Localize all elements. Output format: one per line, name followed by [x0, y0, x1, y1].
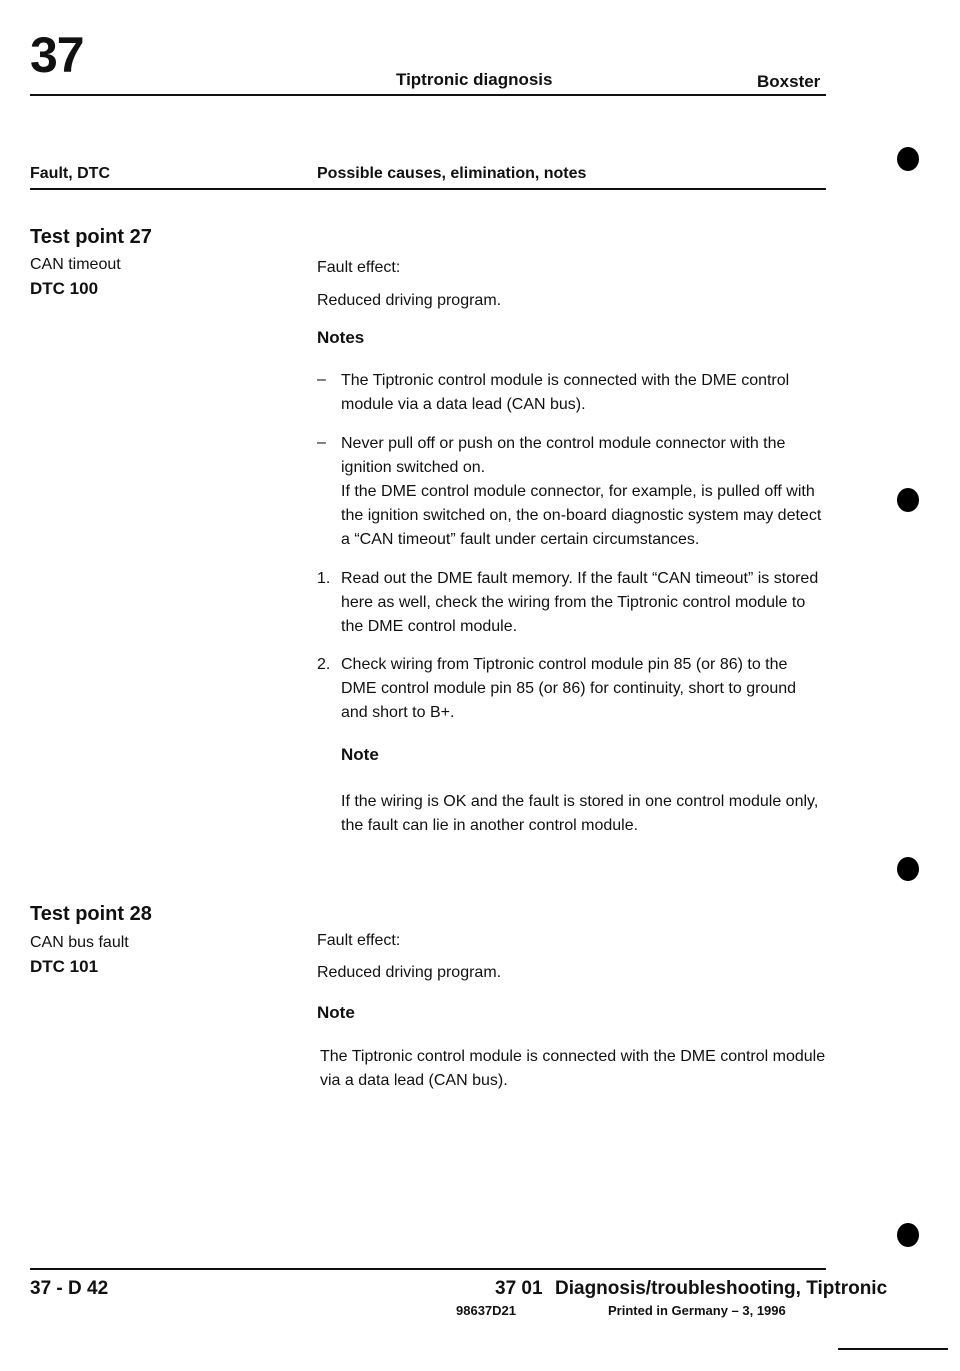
notes-heading: Notes	[317, 328, 365, 347]
footer-group-number: 37 01	[495, 1278, 543, 1299]
test-point-27-title: Test point 27	[30, 226, 152, 248]
header-model: Boxster	[757, 72, 821, 91]
note-text: If the wiring is OK and the fault is stored in one control module only, the fault can lie in another control module.	[341, 793, 819, 834]
binder-hole-mark	[897, 488, 919, 512]
footer-rule	[30, 1268, 826, 1270]
fault-effect-text: Reduced driving program.	[317, 292, 502, 309]
binder-hole-mark	[897, 857, 919, 881]
note-heading: Note	[317, 1003, 355, 1022]
dash-bullet: –	[317, 371, 326, 388]
step-1-number: 1.	[317, 570, 331, 587]
footer-short-rule	[838, 1348, 948, 1350]
column-heading-causes: Possible causes, elimination, notes	[317, 165, 587, 182]
fault-effect-label: Fault effect:	[317, 259, 401, 276]
step-2-text: Check wiring from Tiptronic control module pin 85 (or 86) to the DME control module pin 85 (or 86) for continuity, short to ground and short to B+.	[341, 656, 797, 721]
column-heading-fault: Fault, DTC	[30, 165, 110, 182]
page-number: 37 - D 42	[30, 1278, 109, 1299]
footer-document-code: 98637D21	[456, 1303, 516, 1318]
header-title: Tiptronic diagnosis	[396, 70, 553, 89]
header-rule	[30, 94, 826, 96]
test-point-28-fault: CAN bus fault	[30, 934, 129, 951]
chapter-number: 37	[30, 27, 84, 83]
note-bullet-2-detail: If the DME control module connector, for example, is pulled off with the ignition switched on, the on-board diagnostic system may detect a “CAN timeout” fault under certain circumstances.	[341, 483, 822, 548]
note-bullet-2: Never pull off or push on the control module connector with the ignition switched on.	[341, 435, 786, 476]
test-point-27-dtc: DTC 100	[30, 279, 99, 298]
test-point-28-title: Test point 28	[30, 903, 152, 925]
binder-hole-mark	[897, 147, 919, 171]
note-text: The Tiptronic control module is connected with the DME control module via a data lead (CAN bus).	[320, 1048, 826, 1089]
footer-print-info: Printed in Germany – 3, 1996	[608, 1303, 786, 1318]
footer-section-title: Diagnosis/troubleshooting, Tiptronic	[555, 1278, 888, 1299]
column-rule	[30, 188, 826, 190]
note-heading: Note	[341, 745, 379, 764]
fault-effect-label: Fault effect:	[317, 932, 401, 949]
fault-effect-text: Reduced driving program.	[317, 964, 502, 981]
test-point-28-dtc: DTC 101	[30, 957, 99, 976]
note-bullet-1: The Tiptronic control module is connected with the DME control module via a data lead (CAN bus).	[341, 372, 790, 413]
step-2-number: 2.	[317, 656, 331, 673]
dash-bullet: –	[317, 434, 326, 451]
binder-hole-mark	[897, 1223, 919, 1247]
test-point-27-fault: CAN timeout	[30, 256, 121, 273]
step-1-text: Read out the DME fault memory. If the fault “CAN timeout” is stored here as well, check the wiring from the Tiptronic control module to the DME control module.	[341, 570, 819, 635]
